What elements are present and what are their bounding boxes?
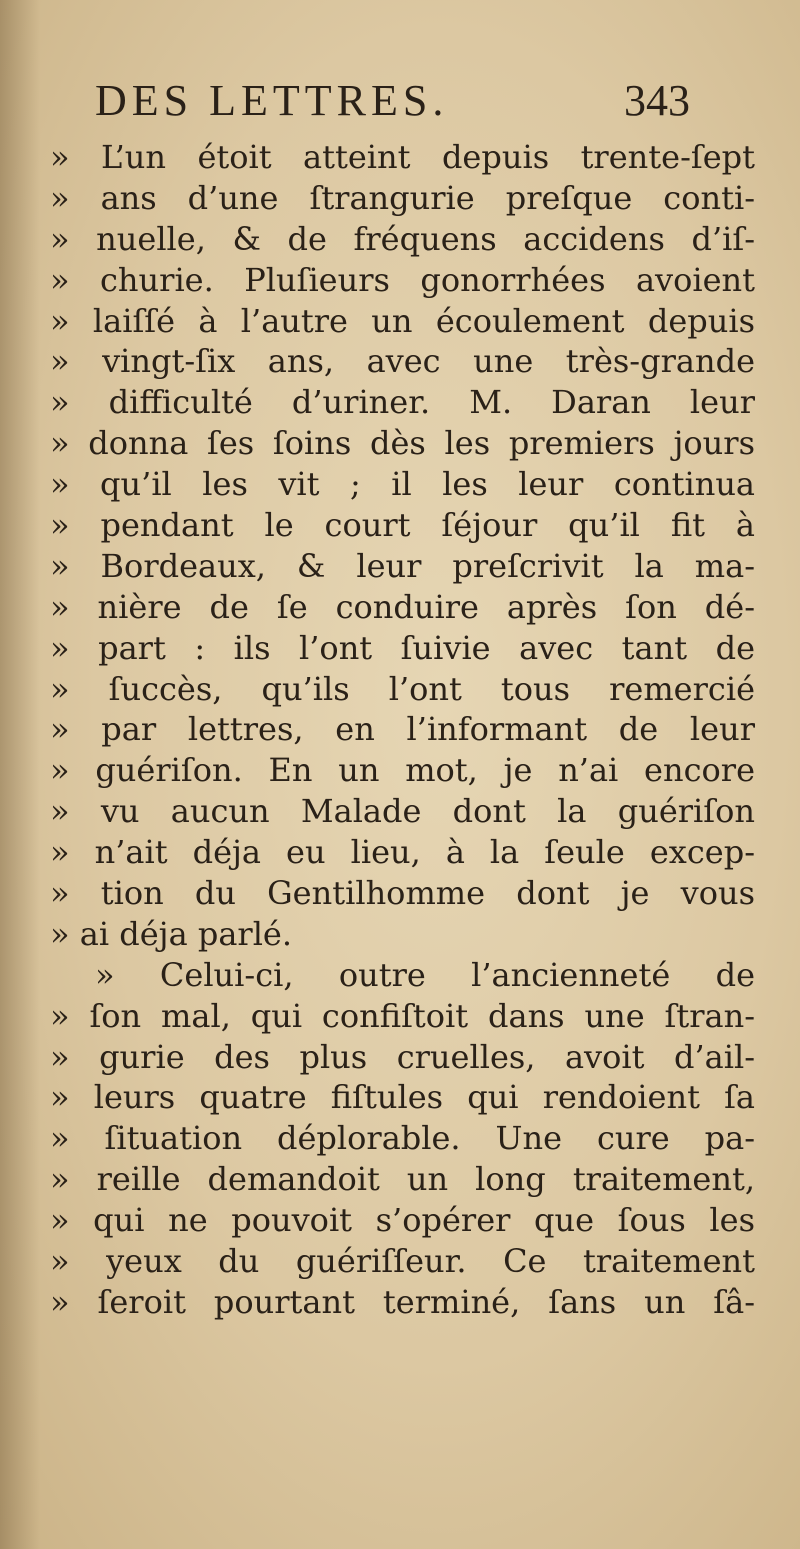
running-title: DES LETTRES. [95,76,449,125]
text-line: » ſituation déplorable. Une cure pa- [50,1119,755,1158]
text-line: » L’un étoit atteint depuis trente-ſept [50,138,755,176]
text-line: » pendant le court ſéjour qu’il fit à [50,506,755,545]
text-line: » ſon mal, qui confiſtoit dans une ſtran- [50,996,755,1035]
text-line: » ſeroit pourtant terminé, ſans un ſâ- [50,1282,755,1321]
text-line: » vu aucun Malade dont la guériſon [50,792,755,831]
page-gutter-shadow [0,0,40,1549]
text-line: » qui ne pouvoit s’opérer que ſous les [50,1201,755,1240]
text-line: » yeux du guériſſeur. Ce traitement [50,1242,755,1281]
text-line-paragraph-end: » ai déja parlé. [50,914,293,953]
text-line-paragraph-start: » Celui-ci, outre l’ancienneté de [95,955,755,994]
text-line: » qu’il les vit ; il les leur continua [50,465,755,504]
text-line: » laiſſé à l’autre un écoulement depuis [50,301,755,340]
page-header [95,74,690,128]
text-line: » part : ils l’ont ſuivie avec tant de [50,628,755,667]
text-line: » leurs quatre fiſtules qui rendoient ſa [50,1078,755,1117]
text-line: » ſuccès, qu’ils l’ont tous remercié [50,669,755,708]
text-line: » reille demandoit un long traitement, [50,1160,755,1199]
text-line: » par lettres, en l’informant de leur [50,710,755,749]
text-line: » Bordeaux, & leur preſcrivit la ma- [50,546,755,585]
text-line: » vingt-ſix ans, avec une très-grande [50,342,755,381]
text-line: » difficulté d’uriner. M. Daran leur [50,383,755,422]
text-line: » ans d’une ſtrangurie preſque conti- [50,178,755,217]
text-line: » guériſon. En un mot, je n’ai encore [50,751,755,790]
text-line: » nière de ſe conduire après ſon dé- [50,587,755,626]
text-line: » tion du Gentilhomme dont je vous [50,874,755,913]
text-line: » n’ait déja eu lieu, à la ſeule excep- [50,833,755,872]
body-text [50,137,755,1323]
text-line: » nuelle, & de fréquens accidens d’iſ- [50,219,755,258]
text-line: » gurie des plus cruelles, avoit d’ail- [50,1037,755,1076]
page-number: 343 [624,76,690,125]
text-line: » churie. Pluſieurs gonorrhées avoient [50,260,755,299]
text-line: » donna ſes ſoins dès les premiers jours [50,424,755,463]
